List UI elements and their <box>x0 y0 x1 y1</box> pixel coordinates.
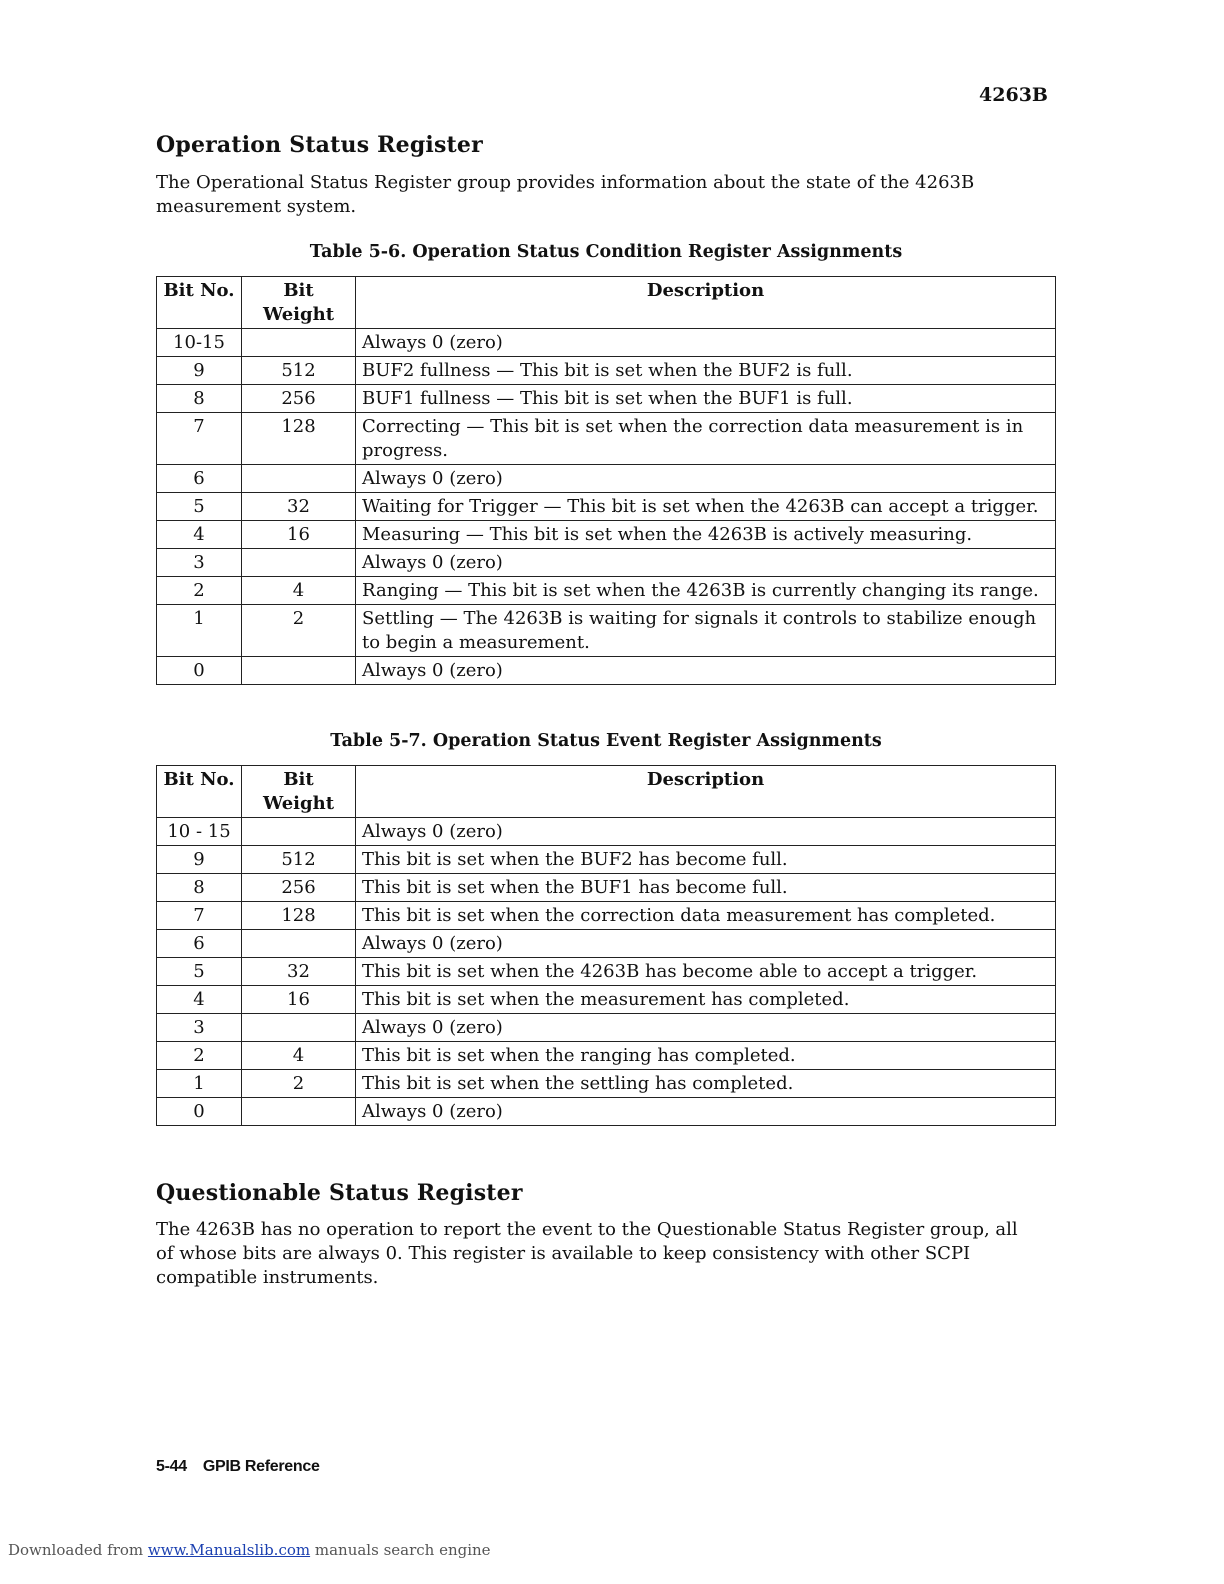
download-notice <box>8 1541 491 1559</box>
cell-bit-no: 10 - 15 <box>157 818 242 846</box>
cell-bit-weight: 256 <box>242 385 356 413</box>
cell-bit-no: 7 <box>157 902 242 930</box>
cell-bit-weight <box>242 930 356 958</box>
footer-section-name: GPIB Reference <box>202 1458 320 1475</box>
cell-bit-no: 3 <box>157 1014 242 1042</box>
cell-description: Always 0 (zero) <box>356 465 1056 493</box>
cell-description: This bit is set when the 4263B has become able to accept a trigger. <box>356 958 1056 986</box>
cell-description: Waiting for Trigger — This bit is set when the 4263B can accept a trigger. <box>356 493 1056 521</box>
table-row <box>157 818 1056 846</box>
cell-description: This bit is set when the measurement has completed. <box>356 986 1056 1014</box>
table-row <box>157 385 1056 413</box>
cell-bit-no: 8 <box>157 385 242 413</box>
table-row <box>157 902 1056 930</box>
table-header-row <box>157 277 1056 329</box>
cell-description: This bit is set when the correction data measurement has completed. <box>356 902 1056 930</box>
cell-bit-no: 4 <box>157 986 242 1014</box>
cell-bit-weight: 128 <box>242 902 356 930</box>
column-header-description: Description <box>356 277 1056 329</box>
cell-bit-no: 6 <box>157 465 242 493</box>
table-row <box>157 465 1056 493</box>
table-row <box>157 577 1056 605</box>
column-header-bit-weight: Bit Weight <box>242 277 356 329</box>
cell-description: This bit is set when the BUF1 has become full. <box>356 874 1056 902</box>
cell-bit-weight: 4 <box>242 577 356 605</box>
table-caption: Table 5-6. Operation Status Condition Register Assignments <box>309 242 903 262</box>
section-body-paragraph: The 4263B has no operation to report the event to the Questionable Status Register group, all of whose bits are always 0. This register is available to keep consistency with other SCPI compatible instruments. <box>156 1219 1018 1288</box>
cell-bit-no: 2 <box>157 1042 242 1070</box>
table-row <box>157 1042 1056 1070</box>
cell-description: Always 0 (zero) <box>356 930 1056 958</box>
cell-bit-no: 5 <box>157 958 242 986</box>
table-row <box>157 1014 1056 1042</box>
page-number: 5-44 <box>156 1458 187 1475</box>
table-row <box>157 549 1056 577</box>
table-row <box>157 1070 1056 1098</box>
cell-bit-no: 0 <box>157 657 242 685</box>
cell-bit-no: 10-15 <box>157 329 242 357</box>
cell-bit-no: 1 <box>157 605 242 657</box>
cell-bit-no: 6 <box>157 930 242 958</box>
cell-bit-no: 4 <box>157 521 242 549</box>
cell-description: Always 0 (zero) <box>356 818 1056 846</box>
cell-bit-no: 0 <box>157 1098 242 1126</box>
section-title-operation-status: Operation Status Register <box>156 132 483 158</box>
table-row <box>157 958 1056 986</box>
condition-register-table <box>156 276 1056 685</box>
cell-description: Always 0 (zero) <box>356 549 1056 577</box>
cell-description: This bit is set when the BUF2 has become full. <box>356 846 1056 874</box>
table-row <box>157 357 1056 385</box>
cell-bit-weight: 32 <box>242 958 356 986</box>
table-row <box>157 874 1056 902</box>
cell-bit-weight <box>242 818 356 846</box>
cell-bit-no: 7 <box>157 413 242 465</box>
cell-bit-no: 9 <box>157 357 242 385</box>
table-header-row <box>157 766 1056 818</box>
column-header-bit-no: Bit No. <box>157 277 242 329</box>
cell-bit-no: 1 <box>157 1070 242 1098</box>
table-row <box>157 986 1056 1014</box>
table-row <box>157 329 1056 357</box>
cell-description: BUF2 fullness — This bit is set when the BUF2 is full. <box>356 357 1056 385</box>
table-row <box>157 930 1056 958</box>
table-row <box>157 493 1056 521</box>
cell-bit-weight: 128 <box>242 413 356 465</box>
cell-bit-weight <box>242 465 356 493</box>
cell-description: Settling — The 4263B is waiting for signals it controls to stabilize enough to begin a measurement. <box>356 605 1056 657</box>
cell-bit-weight <box>242 1014 356 1042</box>
download-suffix: manuals search engine <box>310 1541 491 1559</box>
table-row <box>157 521 1056 549</box>
cell-bit-no: 3 <box>157 549 242 577</box>
cell-description: Always 0 (zero) <box>356 1014 1056 1042</box>
cell-bit-weight <box>242 1098 356 1126</box>
cell-description: Ranging — This bit is set when the 4263B is currently changing its range. <box>356 577 1056 605</box>
section-title-questionable-status: Questionable Status Register <box>156 1180 523 1206</box>
cell-bit-weight: 16 <box>242 521 356 549</box>
cell-bit-no: 5 <box>157 493 242 521</box>
table-row <box>157 605 1056 657</box>
page-footer <box>156 1458 320 1476</box>
table-caption: Table 5-7. Operation Status Event Register Assignments <box>330 731 882 751</box>
document-model-header: 4263B <box>979 84 1048 106</box>
cell-bit-weight <box>242 329 356 357</box>
table-row <box>157 413 1056 465</box>
cell-bit-weight: 2 <box>242 605 356 657</box>
table-row <box>157 846 1056 874</box>
cell-bit-weight: 256 <box>242 874 356 902</box>
cell-description: Always 0 (zero) <box>356 1098 1056 1126</box>
manualslib-link[interactable]: www.Manualslib.com <box>147 1541 311 1559</box>
cell-description: Correcting — This bit is set when the correction data measurement is in progress. <box>356 413 1056 465</box>
column-header-bit-weight: Bit Weight <box>242 766 356 818</box>
cell-description: This bit is set when the settling has completed. <box>356 1070 1056 1098</box>
cell-description: Always 0 (zero) <box>356 657 1056 685</box>
cell-bit-weight <box>242 657 356 685</box>
column-header-bit-no: Bit No. <box>157 766 242 818</box>
cell-bit-weight: 512 <box>242 357 356 385</box>
cell-bit-no: 9 <box>157 846 242 874</box>
cell-description: This bit is set when the ranging has completed. <box>356 1042 1056 1070</box>
cell-description: Always 0 (zero) <box>356 329 1056 357</box>
column-header-description: Description <box>356 766 1056 818</box>
table-row <box>157 1098 1056 1126</box>
cell-bit-weight: 16 <box>242 986 356 1014</box>
section-intro-paragraph: The Operational Status Register group provides information about the state of the 4263B measurement system. <box>156 172 975 217</box>
cell-bit-no: 2 <box>157 577 242 605</box>
cell-description: Measuring — This bit is set when the 4263B is actively measuring. <box>356 521 1056 549</box>
cell-bit-weight: 4 <box>242 1042 356 1070</box>
cell-bit-weight <box>242 549 356 577</box>
cell-bit-weight: 2 <box>242 1070 356 1098</box>
event-register-table <box>156 765 1056 1126</box>
cell-description: BUF1 fullness — This bit is set when the BUF1 is full. <box>356 385 1056 413</box>
cell-bit-no: 8 <box>157 874 242 902</box>
cell-bit-weight: 32 <box>242 493 356 521</box>
download-prefix: Downloaded from <box>8 1541 148 1559</box>
cell-bit-weight: 512 <box>242 846 356 874</box>
table-row <box>157 657 1056 685</box>
